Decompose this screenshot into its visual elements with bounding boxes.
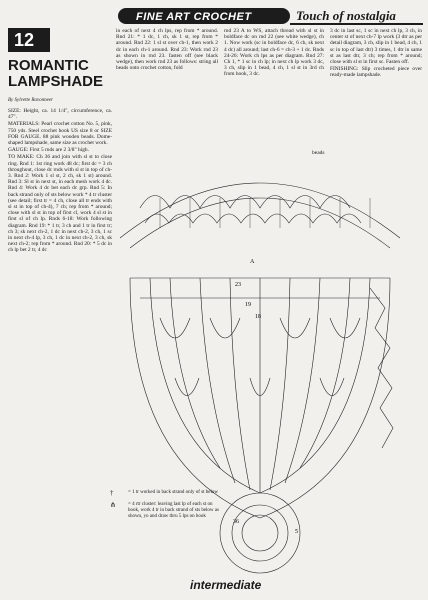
instructions-column-4 <box>330 28 422 136</box>
paragraph: GAUGE: First 5 rnds are 2 3/8" high. <box>8 147 89 154</box>
title-line-2: LAMPSHADE <box>8 73 104 90</box>
byline: By Sylvette Ravonneer <box>8 98 53 103</box>
diagram-label-c: 19 <box>245 302 251 308</box>
banner-pill <box>118 8 290 24</box>
instructions-column-1 <box>8 108 112 308</box>
paragraph: FINISHING: Slip crocheted piece over ready-made lampshade. <box>330 66 422 79</box>
beads-label: beads <box>312 150 325 156</box>
diagram-label-a: A <box>250 259 255 265</box>
diagram-label-e: 36 <box>233 519 239 525</box>
pattern-number: 12 <box>8 28 50 52</box>
legend-text: = 4 rtr cluster: leaving last lp of each st on hook, work 4 tr in back strand of sts below as shown, yo and draw thru 5 lps on hook <box>128 502 219 519</box>
paragraph: MATERIALS: Pearl crochet cotton No. 5, pink, 750 yds. Steel crochet hook US size 8 or SIZE FOR GAUGE. 88 pink wooden beads. Dome-shaped lampshade, same size as crochet work. <box>8 121 112 147</box>
difficulty-level: intermediate <box>190 578 262 592</box>
paragraph: in each of next 4 ch lps, rep from * around. Rnd 21: * 1 dc, 1 ch, sk 1 st, rep from * around. Rnd 22: 1 sl st over ch-1, then work 2 dc in each ch-1 around. Rnd 23: Work rnd 23 as shown in rnd 23. fasten off (see black wedge), then work rnd 23 as follows: string all beads onto crochet cotton, fold <box>116 28 218 72</box>
paragraph: TO MAKE: Ch 36 and join with sl st to close ring. Rnd 1: 1st ring work 48 dc; first dc = 3 ch throughout, close dc rnds with sl st in top of ch-3. Rnd 2: Work 1 sl st, 2 ch, sk 1 st) around. Rnd 3: Sl st in next st, in each mesh work 4 dc. Rnd 4: Work 4 dc bet each dc grp. Rnd 5: In back strand only of sts below work * 4 tr cluster (see detail; first tr = 4 ch, close all tr ends with sl st in top of ch-4), 7 ch; rep from * around; close with sl st in top of first cl, work 4 sl st in first sl of ch lp. Rnds 6-18: Work following diagram. Rnd 19: * 1 tr, 3 ch and 1 tr in first tr; ch 3; sk next ch-2, 1 dc in next ch-2, 3 ch, 1 sc in next ch-4 lp, 3 ch, 1 dc in next ch-2, 3 ch, sk next ch-2; rep from * around. Rnd 20: * 5 dc in ch lp bet 2 tr, 4 dc <box>8 154 112 254</box>
instructions-column-3 <box>224 28 324 136</box>
paragraph: 3 dc in last sc, 1 sc in next ch lp, 3 ch, in center st of next ch-7 lp work (3 dtr as per detail diagram, 3 ch, slip in 1 bead, 4 ch, 1 sc in top of last dtr) 3 times, 1 dtr in same st as last dtr, 3 ch; rep from * around; close with sl st in first sc. Fasten off. <box>330 28 422 66</box>
diagram-label-b: 23 <box>235 282 241 288</box>
paragraph: SIZE: Height, ca. 14 1/4", circumference, ca. 47". <box>8 108 112 121</box>
legend-item <box>110 490 220 496</box>
tr-back-strand-icon: † <box>110 489 114 497</box>
banner-title: FINE ART CROCHET <box>136 11 252 23</box>
diagram-legend <box>110 490 220 526</box>
legend-text: = 1 tr worked in back strand only of st below <box>128 490 219 495</box>
cluster-icon: ⋔ <box>110 501 116 509</box>
diagram-label-d: 18 <box>255 314 261 320</box>
pattern-title <box>8 58 103 90</box>
header-banner <box>118 6 423 26</box>
legend-item <box>110 502 220 520</box>
diagram-label-f: 5 <box>295 529 298 535</box>
instructions-column-2 <box>116 28 218 136</box>
paragraph: rnd 23 A to WS, attach thread with sl st in boldface dc on rnd 22 (see white wedge), ch 1. Now work (sc in boldface dc, 6 ch, sk next 4 dc) all around; last ch-6 = ch-3 + 1 dc. Rnds 24-26: Work ch lps as per diagram. Rnd 27: Ch 1, * 1 sc in ch lp; in next ch lp work 3 dc, 3 ch, slip in 1 bead, 4 ch, 1 sl st in 3rd ch from hook, 3 dc. <box>224 28 324 78</box>
banner-subtitle: Touch of nostalgia <box>296 8 396 23</box>
title-line-1: ROMANTIC <box>8 57 89 74</box>
